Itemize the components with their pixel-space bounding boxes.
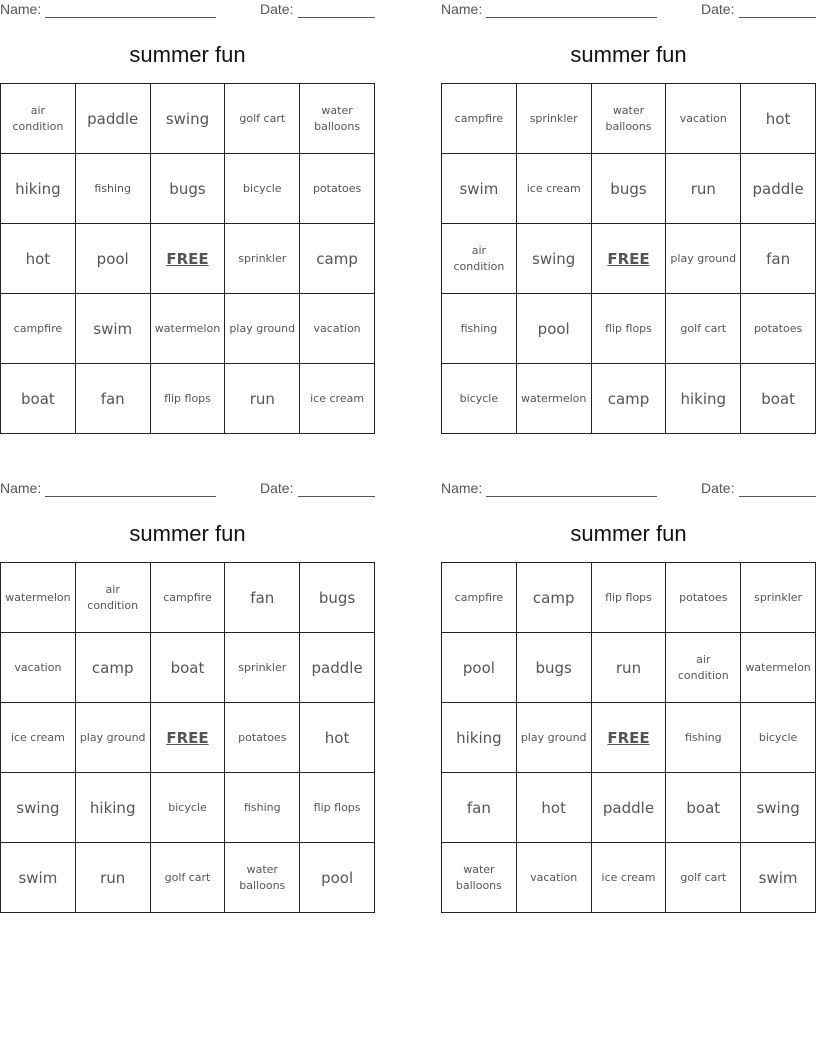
bingo-card bbox=[0, 479, 375, 914]
bingo-cell: fishing bbox=[442, 294, 517, 364]
card-title: summer fun bbox=[570, 42, 687, 67]
bingo-cell: bugs bbox=[151, 154, 226, 224]
bingo-cell: flip flops bbox=[592, 563, 667, 633]
bingo-cell: camp bbox=[76, 633, 151, 703]
bingo-cell: boat bbox=[741, 364, 816, 434]
date-blank-line bbox=[739, 496, 816, 497]
bingo-cell: golf cart bbox=[666, 843, 741, 913]
bingo-cell: camp bbox=[592, 364, 667, 434]
bingo-cell: play ground bbox=[517, 703, 592, 773]
bingo-cell: potatoes bbox=[300, 154, 375, 224]
bingo-cell: campfire bbox=[442, 563, 517, 633]
bingo-cell: swing bbox=[741, 773, 816, 843]
bingo-cell: bugs bbox=[592, 154, 667, 224]
bingo-cell: bicycle bbox=[741, 703, 816, 773]
bingo-cell: hiking bbox=[666, 364, 741, 434]
free-space-cell: FREE bbox=[151, 703, 226, 773]
bingo-cell: hot bbox=[1, 224, 76, 294]
bingo-cell: air condition bbox=[442, 224, 517, 294]
bingo-cell: pool bbox=[517, 294, 592, 364]
bingo-cell: pool bbox=[76, 224, 151, 294]
bingo-cell: flip flops bbox=[300, 773, 375, 843]
bingo-cell: sprinkler bbox=[225, 224, 300, 294]
bingo-cell: hot bbox=[300, 703, 375, 773]
bingo-cell: pool bbox=[300, 843, 375, 913]
bingo-cell: fishing bbox=[225, 773, 300, 843]
bingo-cell: run bbox=[225, 364, 300, 434]
bingo-cell: camp bbox=[300, 224, 375, 294]
bingo-cell: sprinkler bbox=[741, 563, 816, 633]
bingo-cell: water balloons bbox=[225, 843, 300, 913]
name-blank-line bbox=[486, 496, 657, 497]
bingo-cell: sprinkler bbox=[517, 84, 592, 154]
date-blank-line bbox=[298, 496, 375, 497]
bingo-cell: vacation bbox=[666, 84, 741, 154]
date-blank-line bbox=[298, 17, 375, 18]
bingo-cell: air condition bbox=[76, 563, 151, 633]
bingo-cell: fan bbox=[225, 563, 300, 633]
bingo-cell: potatoes bbox=[666, 563, 741, 633]
bingo-cell: flip flops bbox=[592, 294, 667, 364]
name-blank-line bbox=[486, 17, 657, 18]
bingo-cell: campfire bbox=[151, 563, 226, 633]
bingo-cell: ice cream bbox=[517, 154, 592, 224]
bingo-cell: watermelon bbox=[517, 364, 592, 434]
bingo-cell: water balloons bbox=[300, 84, 375, 154]
bingo-cell: hot bbox=[741, 84, 816, 154]
bingo-cell: swim bbox=[1, 843, 76, 913]
bingo-cell: run bbox=[592, 633, 667, 703]
bingo-cell: paddle bbox=[592, 773, 667, 843]
date-label: Date: bbox=[260, 1, 294, 17]
bingo-cell: bugs bbox=[517, 633, 592, 703]
bingo-cell: vacation bbox=[1, 633, 76, 703]
bingo-cell: ice cream bbox=[1, 703, 76, 773]
bingo-card bbox=[441, 0, 816, 435]
bingo-cell: golf cart bbox=[225, 84, 300, 154]
bingo-cell: swim bbox=[741, 843, 816, 913]
bingo-cell: swim bbox=[76, 294, 151, 364]
bingo-cell: golf cart bbox=[151, 843, 226, 913]
bingo-cell: play ground bbox=[666, 224, 741, 294]
bingo-cell: swing bbox=[151, 84, 226, 154]
date-label: Date: bbox=[260, 480, 294, 496]
bingo-cell: fishing bbox=[76, 154, 151, 224]
date-label: Date: bbox=[701, 480, 735, 496]
date-blank-line bbox=[739, 17, 816, 18]
free-space-cell: FREE bbox=[592, 703, 667, 773]
bingo-cell: swim bbox=[442, 154, 517, 224]
bingo-cell: vacation bbox=[300, 294, 375, 364]
bingo-cell: paddle bbox=[300, 633, 375, 703]
bingo-cell: play ground bbox=[225, 294, 300, 364]
bingo-cell: bicycle bbox=[151, 773, 226, 843]
bingo-cell: bicycle bbox=[442, 364, 517, 434]
card-title: summer fun bbox=[129, 42, 246, 67]
name-date-line bbox=[441, 480, 816, 500]
bingo-cell: bicycle bbox=[225, 154, 300, 224]
bingo-cell: fishing bbox=[666, 703, 741, 773]
bingo-cell: ice cream bbox=[300, 364, 375, 434]
bingo-cell: boat bbox=[666, 773, 741, 843]
bingo-cell: hot bbox=[517, 773, 592, 843]
bingo-cell: vacation bbox=[517, 843, 592, 913]
name-label: Name: bbox=[0, 1, 42, 17]
bingo-grid bbox=[0, 562, 375, 913]
name-blank-line bbox=[45, 496, 216, 497]
bingo-cell: bugs bbox=[300, 563, 375, 633]
bingo-cell: swing bbox=[1, 773, 76, 843]
bingo-cell: watermelon bbox=[151, 294, 226, 364]
bingo-cell: boat bbox=[151, 633, 226, 703]
bingo-cell: paddle bbox=[76, 84, 151, 154]
bingo-grid bbox=[441, 562, 816, 913]
bingo-cell: water balloons bbox=[592, 84, 667, 154]
bingo-cell: hiking bbox=[1, 154, 76, 224]
bingo-cell: swing bbox=[517, 224, 592, 294]
bingo-cell: watermelon bbox=[741, 633, 816, 703]
bingo-cell: fan bbox=[741, 224, 816, 294]
bingo-cell: fan bbox=[76, 364, 151, 434]
name-label: Name: bbox=[0, 480, 42, 496]
bingo-grid bbox=[0, 83, 375, 434]
bingo-cell: potatoes bbox=[225, 703, 300, 773]
bingo-cell: golf cart bbox=[666, 294, 741, 364]
bingo-cell: air condition bbox=[666, 633, 741, 703]
name-blank-line bbox=[45, 17, 216, 18]
date-label: Date: bbox=[701, 1, 735, 17]
bingo-cell: play ground bbox=[76, 703, 151, 773]
bingo-grid bbox=[441, 83, 816, 434]
bingo-cell: ice cream bbox=[592, 843, 667, 913]
name-date-line bbox=[441, 1, 816, 21]
bingo-cell: water balloons bbox=[442, 843, 517, 913]
bingo-cell: watermelon bbox=[1, 563, 76, 633]
bingo-cell: sprinkler bbox=[225, 633, 300, 703]
card-title: summer fun bbox=[570, 521, 687, 546]
bingo-cell: run bbox=[76, 843, 151, 913]
bingo-cell: fan bbox=[442, 773, 517, 843]
free-space-cell: FREE bbox=[592, 224, 667, 294]
name-label: Name: bbox=[441, 1, 483, 17]
bingo-cell: hiking bbox=[442, 703, 517, 773]
bingo-card bbox=[0, 0, 375, 435]
bingo-cell: camp bbox=[517, 563, 592, 633]
bingo-cell: campfire bbox=[1, 294, 76, 364]
bingo-cell: potatoes bbox=[741, 294, 816, 364]
bingo-cell: boat bbox=[1, 364, 76, 434]
bingo-cell: run bbox=[666, 154, 741, 224]
free-space-cell: FREE bbox=[151, 224, 226, 294]
bingo-cell: hiking bbox=[76, 773, 151, 843]
card-title: summer fun bbox=[129, 521, 246, 546]
bingo-card bbox=[441, 479, 816, 914]
bingo-cell: air condition bbox=[1, 84, 76, 154]
bingo-cell: paddle bbox=[741, 154, 816, 224]
name-label: Name: bbox=[441, 480, 483, 496]
name-date-line bbox=[0, 480, 375, 500]
name-date-line bbox=[0, 1, 375, 21]
bingo-cell: campfire bbox=[442, 84, 517, 154]
bingo-cell: flip flops bbox=[151, 364, 226, 434]
bingo-cell: pool bbox=[442, 633, 517, 703]
